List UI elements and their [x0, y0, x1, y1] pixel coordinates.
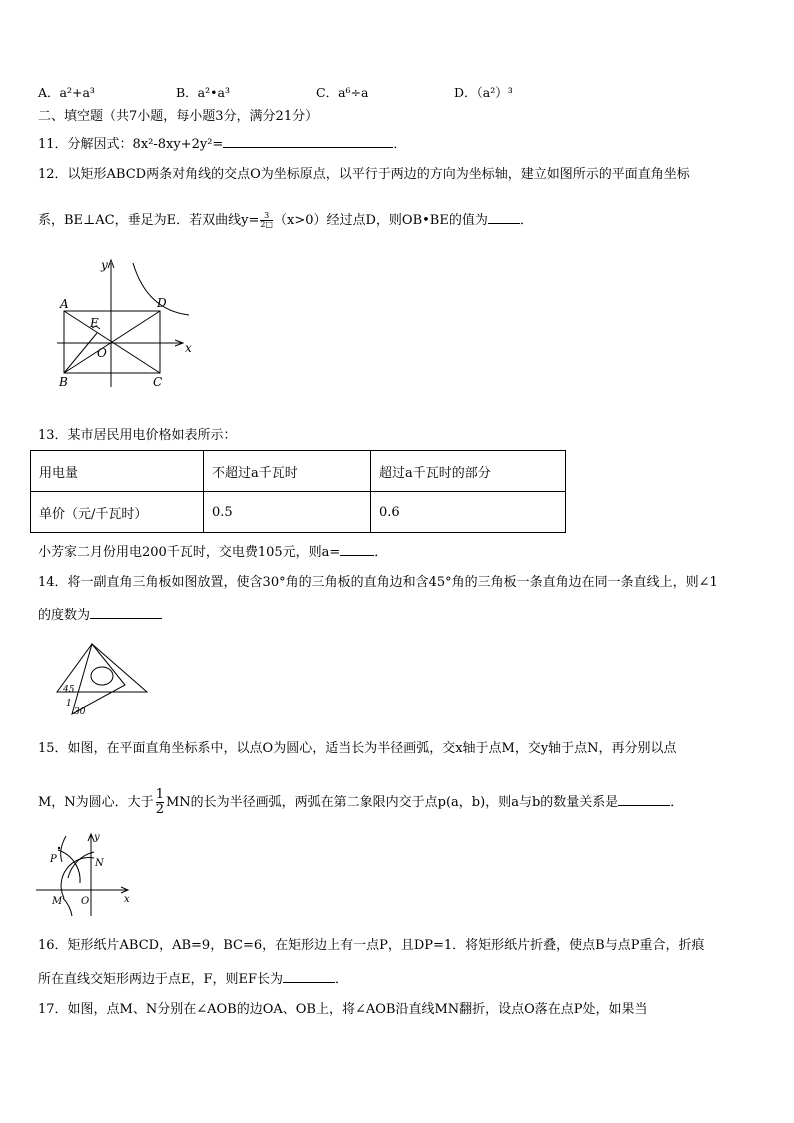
- q13-end: ．: [374, 545, 388, 560]
- rectangle-hyperbola-figure: [55, 255, 200, 395]
- hyperbola-fraction: [260, 212, 273, 229]
- option-d: D．（a²）³: [454, 85, 513, 100]
- option-a: A．a²+a³: [38, 85, 95, 100]
- answer-blank: [223, 135, 393, 148]
- label-y: y: [101, 258, 108, 272]
- label-n: N: [95, 858, 104, 869]
- label-y: y: [94, 832, 100, 843]
- table-cell: 不超过a千瓦时: [204, 451, 371, 492]
- label-o: O: [81, 896, 90, 907]
- q11-text: 11．分解因式：8x²-8xy+2y²=: [38, 137, 224, 152]
- label-d: D: [157, 296, 167, 310]
- answer-blank: [90, 606, 162, 619]
- q13-intro: 13．某市居民用电价格如表所示：: [38, 428, 237, 443]
- q15-line1: 15．如图，在平面直角坐标系中，以点O为圆心，适当长为半径画弧，交x轴于点M，交y轴于点N，再分别以点: [38, 741, 677, 756]
- option-b: B．a²•a³: [176, 85, 230, 100]
- table-row: [31, 451, 566, 492]
- label-30: 30: [74, 707, 86, 717]
- q15-end: ．: [670, 795, 684, 810]
- section-title: 二、填空题（共7小题，每小题3分，满分21分）: [38, 109, 319, 124]
- q13-after: [38, 543, 387, 561]
- answer-blank: [488, 211, 520, 224]
- q12-text-b: （x>0）经过点D，则OB•BE的值为: [274, 213, 488, 228]
- label-c: C: [153, 375, 163, 389]
- arc-mn: [61, 858, 94, 898]
- frac-denominator: 2□: [260, 220, 273, 229]
- option-c: C．a⁶÷a: [316, 85, 369, 100]
- answer-blank: [618, 793, 670, 806]
- label-45: 45: [63, 685, 75, 695]
- frac-numerator: 1: [155, 787, 164, 802]
- frac-numerator: 3: [260, 212, 273, 221]
- compass-construction-figure: [36, 828, 136, 918]
- label-m: M: [52, 896, 63, 907]
- table-cell: 0.5: [204, 492, 371, 533]
- q13-after-text: 小芳家二月份用电200千瓦时，交电费105元，则a=: [38, 545, 341, 560]
- label-p: P: [50, 854, 57, 865]
- q15-text-b: MN的长为半径画弧，两弧在第二象限内交于点p(a，b)，则a与b的数量关系是: [165, 795, 619, 810]
- point-p: [58, 847, 60, 849]
- q12-line1: 12．以矩形ABCD两条对角线的交点O为坐标原点，以平行于两边的方向为坐标轴，建立如图所示的平面直角坐标: [38, 167, 690, 182]
- q17-line1: 17．如图，点M、N分别在∠AOB的边OA、OB上，将∠AOB沿直线MN翻折，设点O落在点P处，如果当: [38, 1002, 648, 1017]
- q11-end: ．: [393, 137, 407, 152]
- q16-end: ．: [335, 972, 349, 987]
- triangle-set-figure: [52, 638, 152, 718]
- q16-line1: 16．矩形纸片ABCD，AB=9，BC=6，在矩形边上有一点P，且DP=1．将矩形纸片折叠，使点B与点P重合，折痕: [38, 938, 705, 953]
- label-a: A: [60, 297, 69, 311]
- answer-blank: [283, 970, 335, 983]
- label-e: E: [90, 316, 99, 330]
- question-11: [38, 135, 406, 153]
- q12-end: ．: [519, 213, 533, 228]
- q16-text: 所在直线交矩形两边于点E，F，则EF长为: [38, 972, 284, 987]
- label-x: x: [124, 894, 130, 905]
- segment-be: [64, 333, 97, 373]
- arc-from-n: [63, 852, 94, 916]
- label-x: x: [185, 341, 192, 355]
- price-table: [30, 450, 566, 533]
- q16-line2: [38, 970, 348, 988]
- table-cell: 单价（元/千瓦时）: [31, 492, 204, 533]
- table-cell: 用电量: [31, 451, 204, 492]
- answer-blank: [340, 543, 374, 556]
- label-o: O: [97, 346, 107, 360]
- q14-line2: [38, 606, 162, 624]
- label-b: B: [59, 375, 68, 389]
- table-cell: 超过a千瓦时的部分: [371, 451, 566, 492]
- half-fraction: [156, 788, 164, 817]
- q15-line2: [38, 788, 683, 817]
- q14-line1: 14．将一副直角三角板如图放置，使含30°角的三角板的直角边和含45°角的三角板一条直角边在同一条直线上，则∠1: [38, 575, 718, 590]
- triangle-30: [72, 644, 125, 714]
- q12-line2: [38, 211, 533, 229]
- table-cell: 0.6: [371, 492, 566, 533]
- label-angle-1: 1: [66, 699, 72, 709]
- arc-intersect: [61, 836, 66, 862]
- q15-text-a: M，N为圆心．大于: [38, 795, 154, 810]
- frac-denominator: 2: [155, 802, 164, 817]
- table-row: [31, 492, 566, 533]
- triangle-hole: [91, 667, 113, 685]
- q12-text-a: 系，BE⊥AC，垂足为E．若双曲线y=: [38, 213, 260, 228]
- q14-text: 的度数为: [38, 608, 91, 623]
